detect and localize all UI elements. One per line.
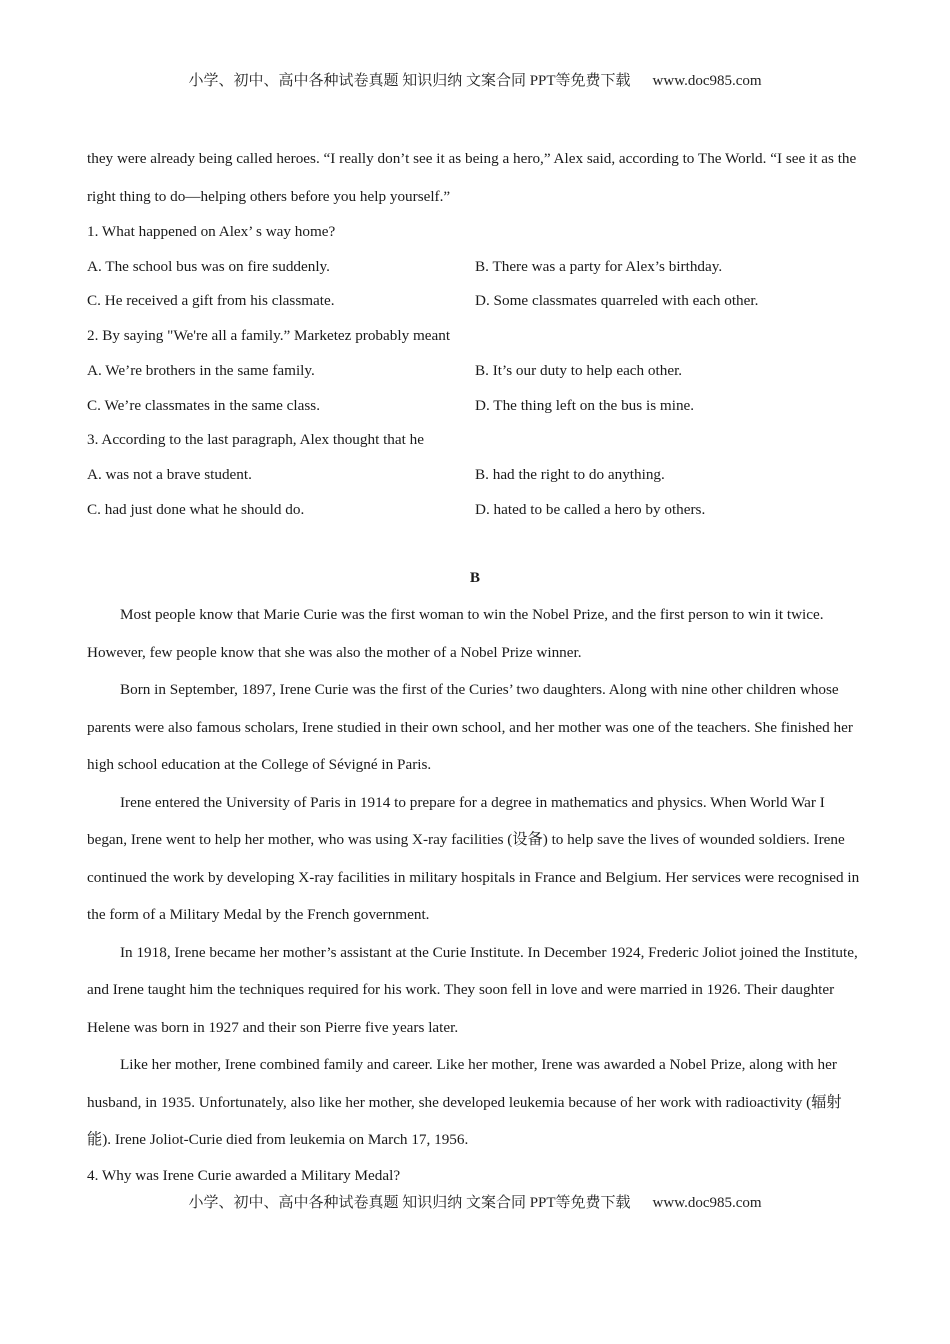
question-3-option-c: C. had just done what he should do. xyxy=(87,500,305,518)
question-3-option-d: D. hated to be called a hero by others. xyxy=(475,500,706,518)
question-2-options xyxy=(87,354,863,423)
document-body xyxy=(87,140,863,1193)
question-3 xyxy=(87,423,863,527)
question-4-stem: 4. Why was Irene Curie awarded a Military Medal? xyxy=(87,1166,401,1184)
question-2-option-c: C. We’re classmates in the same class. xyxy=(87,396,320,414)
question-2-stem: 2. By saying "We're all a family.” Marketez probably meant xyxy=(87,327,451,345)
question-1-stem: 1. What happened on Alex’ s way home? xyxy=(87,223,336,240)
question-1 xyxy=(87,215,863,319)
question-3-stem: 3. According to the last paragraph, Alex thought that he xyxy=(87,431,424,449)
section-b-paragraph-1: Most people know that Marie Curie was the first woman to win the Nobel Prize, and the first person to win it twice. However, few people know that she was also the mother of a Nobel Prize winner. xyxy=(87,606,824,661)
section-b-paragraph-4: In 1918, Irene became her mother’s assistant at the Curie Institute. In December 1924, Frederic Joliot joined the Institute, and Irene taught him the techniques required for his work. They soon fell in love and were married in 1926. Their daughter Helene was born in 1927 and their son Pierre five years later. xyxy=(87,943,858,1036)
section-b-paragraph-3: Irene entered the University of Paris in 1914 to prepare for a degree in mathematics and physics. When World War I began, Irene went to help her mother, who was using X-ray facilities (设备) to help save the lives of wounded soldiers. Irene continued the work by developing X-ray facilities in military hospitals in France and Belgium. Her services were recognised in the form of a Military Medal by the French government. xyxy=(87,793,860,924)
footer-site[interactable]: www.doc985.com xyxy=(652,1195,762,1211)
question-2 xyxy=(87,319,863,423)
footer-text: 小学、初中、高中各种试卷真题 知识归纳 文案合同 PPT等免费下载 xyxy=(188,1195,631,1211)
question-3-options xyxy=(87,458,863,527)
question-2-option-a: A. We’re brothers in the same family. xyxy=(87,361,315,379)
passage-a-ending: they were already being called heroes. “I really don’t see it as being a hero,” Alex said, according to The World. “I see it as the right thing to do—helping others before you help yourself.” xyxy=(87,150,857,205)
question-1-option-d: D. Some classmates quarreled with each other. xyxy=(475,292,759,310)
section-b-title: B xyxy=(469,569,481,587)
page-footer xyxy=(0,1191,950,1212)
question-1-option-b: B. There was a party for Alex’s birthday. xyxy=(475,257,723,275)
question-3-option-b: B. had the right to do anything. xyxy=(475,465,665,483)
page-header xyxy=(0,69,950,90)
header-site[interactable]: www.doc985.com xyxy=(652,73,762,89)
question-2-option-d: D. The thing left on the bus is mine. xyxy=(475,396,695,414)
question-2-option-b: B. It’s our duty to help each other. xyxy=(475,361,683,379)
question-1-options xyxy=(87,250,863,319)
header-text: 小学、初中、高中各种试卷真题 知识归纳 文案合同 PPT等免费下载 xyxy=(188,73,631,89)
section-b-paragraph-5: Like her mother, Irene combined family and career. Like her mother, Irene was awarded a Nobel Prize, along with her husband, in 1935. Unfortunately, also like her mother, she developed leukemia because of her work with radioactivity (辐射能). Irene Joliot-Curie died from leukemia on March 17, 1956. xyxy=(87,1056,842,1149)
question-3-option-a: A. was not a brave student. xyxy=(87,465,252,483)
section-b-paragraph-2: Born in September, 1897, Irene Curie was the first of the Curies’ two daughters. Along with nine other children whose parents were also famous scholars, Irene studied in their own school, and her mother was one of the teachers. She finished her high school education at the College of Sévigné in Paris. xyxy=(87,681,853,774)
question-1-option-a: A. The school bus was on fire suddenly. xyxy=(87,257,330,275)
question-1-option-c: C. He received a gift from his classmate. xyxy=(87,292,335,310)
